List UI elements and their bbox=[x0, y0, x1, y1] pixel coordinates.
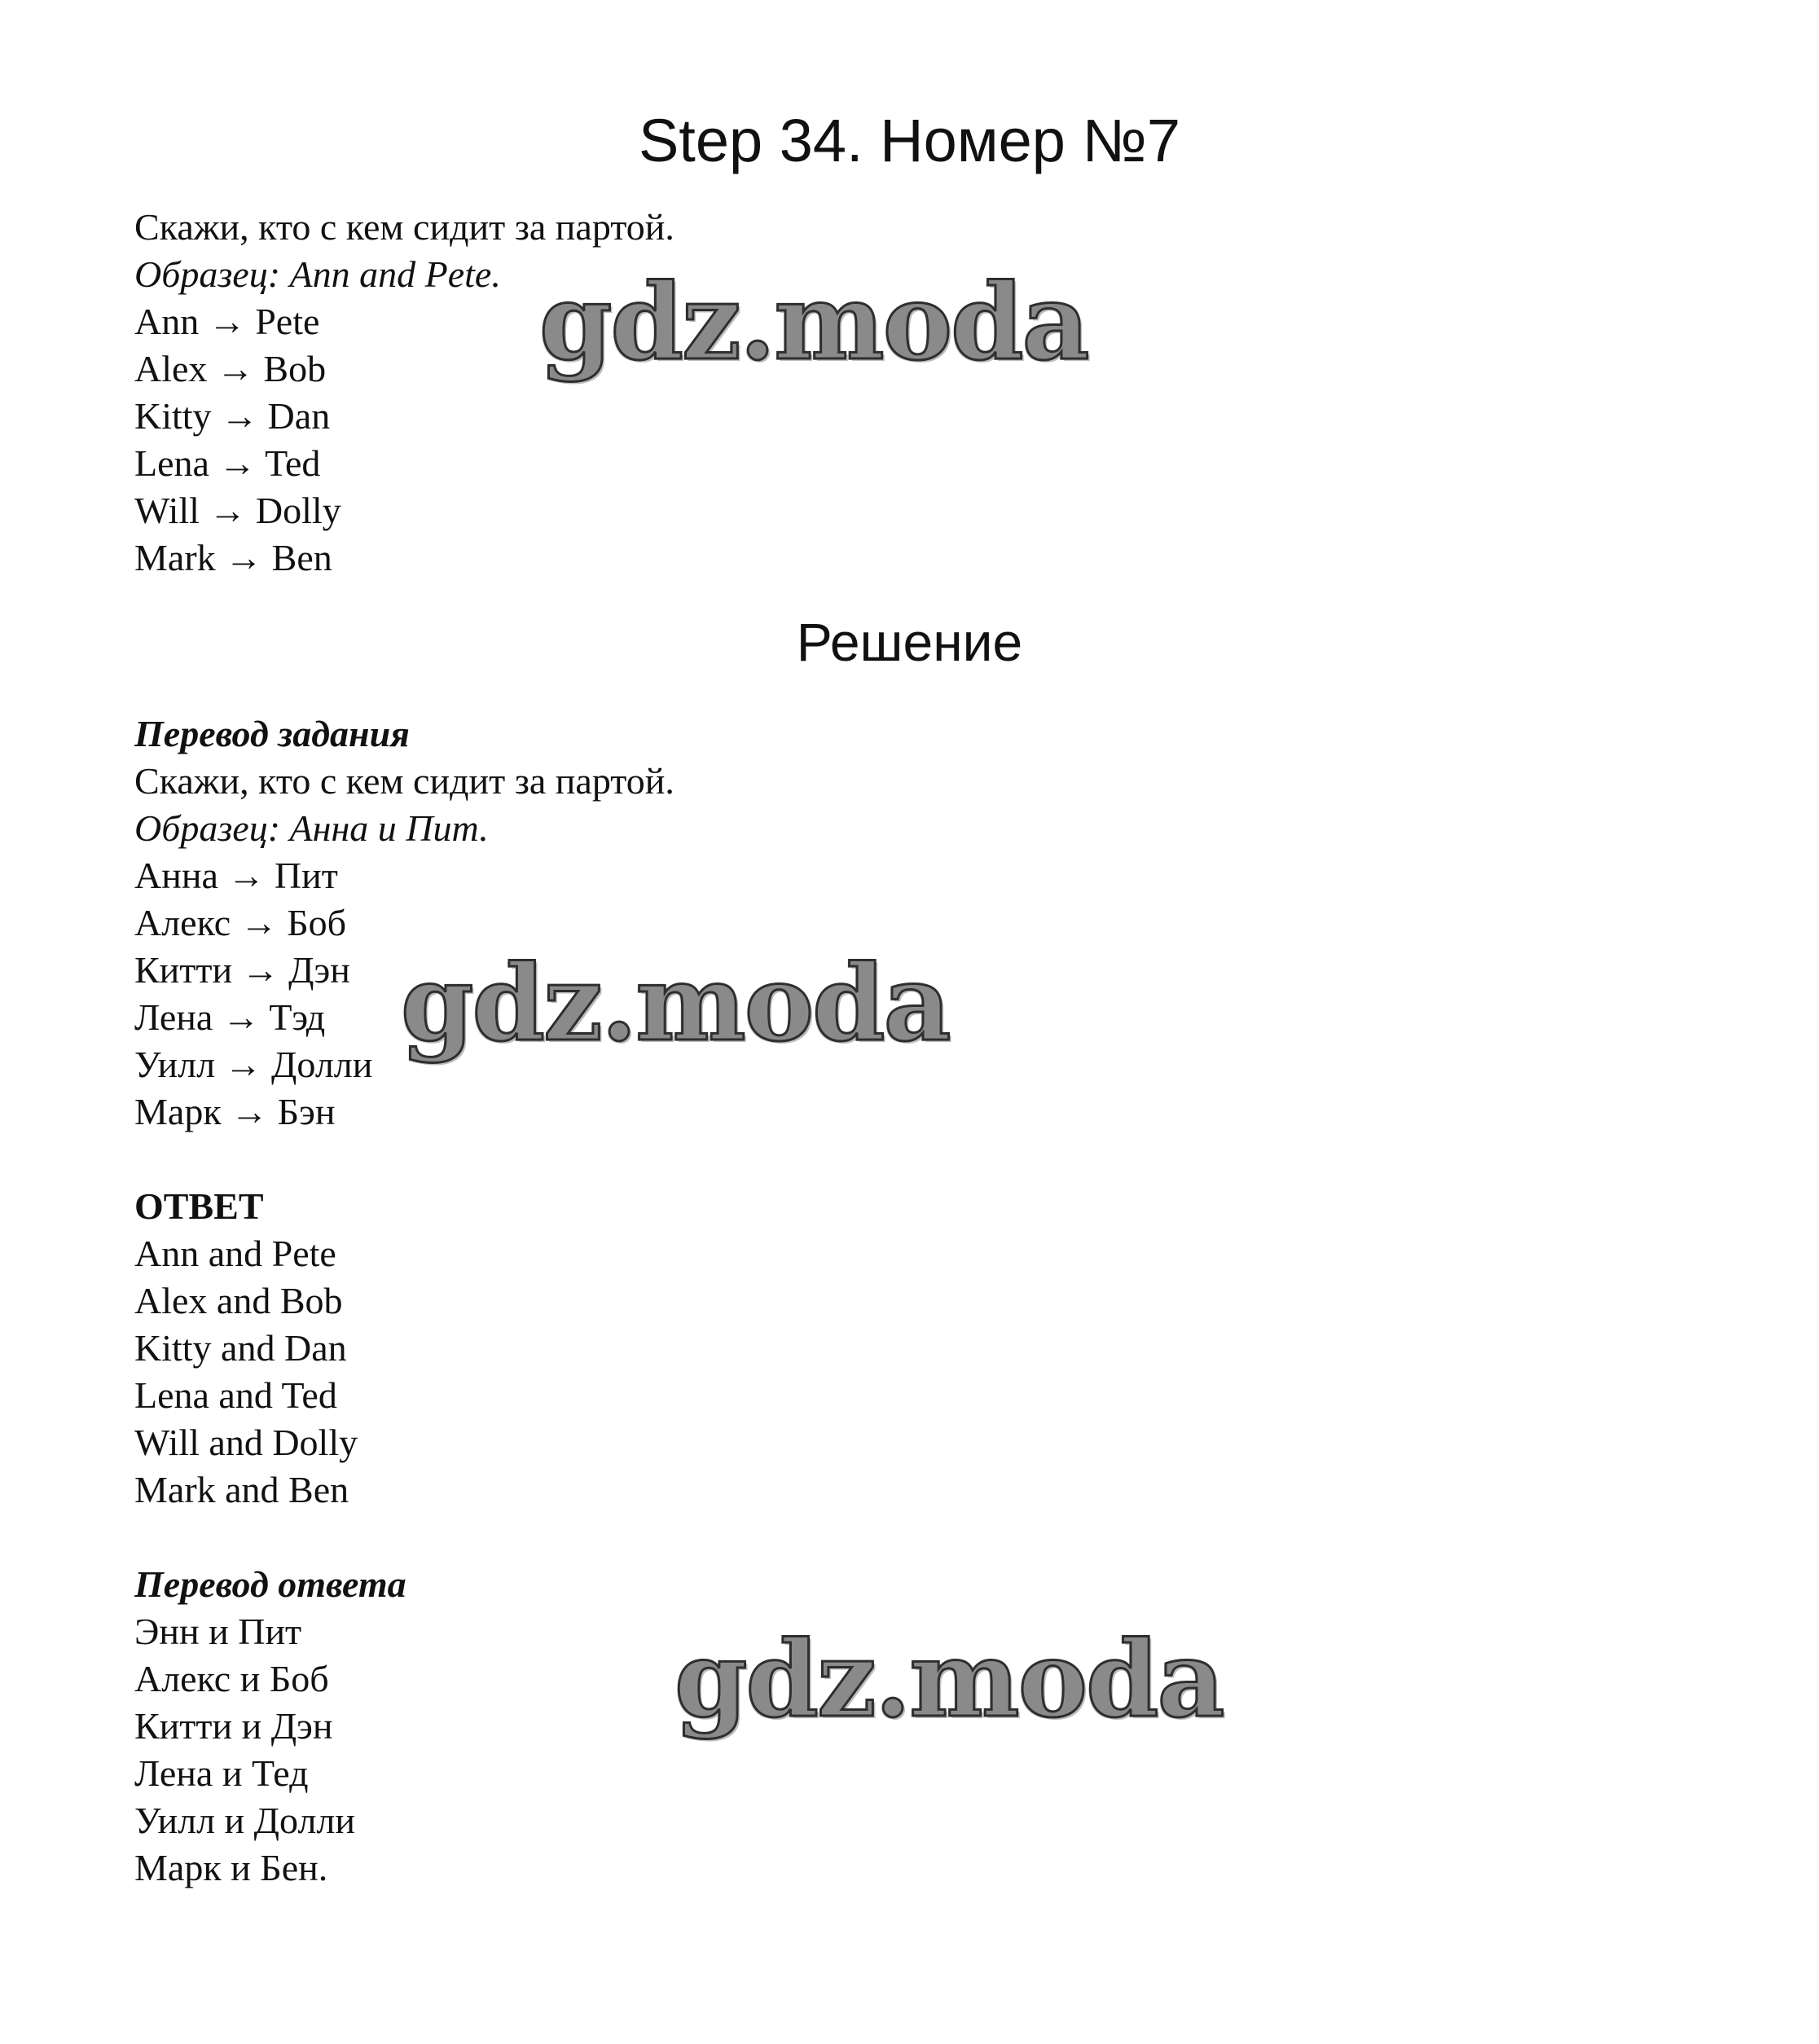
task-pair: Kitty → Dan bbox=[134, 395, 331, 437]
answer-heading: ОТВЕТ bbox=[134, 1185, 264, 1227]
task-block bbox=[134, 204, 674, 582]
answer-translation-heading: Перевод ответа bbox=[134, 1563, 406, 1605]
answer-line: Lena and Ted bbox=[134, 1374, 337, 1416]
page-title: Step 34. Номер №7 bbox=[638, 107, 1181, 174]
translation-pair: Алекс → Боб bbox=[134, 902, 347, 943]
translation-instruction: Скажи, кто с кем сидит за партой. bbox=[134, 760, 674, 802]
translation-pair: Уилл → Долли bbox=[134, 1044, 373, 1085]
answer-translation-line: Уилл и Долли bbox=[134, 1800, 355, 1841]
task-example: Образец: Ann and Pete. bbox=[134, 253, 501, 295]
task-pair: Alex → Bob bbox=[134, 348, 327, 389]
watermark: gdz.moda bbox=[539, 262, 1088, 384]
task-instruction: Скажи, кто с кем сидит за партой. bbox=[134, 206, 674, 248]
answer-line: Kitty and Dan bbox=[134, 1327, 347, 1369]
task-pair: Mark → Ben bbox=[134, 537, 332, 578]
watermark: gdz.moda bbox=[401, 943, 950, 1065]
answer-translation-block bbox=[134, 1561, 406, 1892]
solution-title: Решение bbox=[796, 612, 1023, 672]
answer-line: Will and Dolly bbox=[134, 1422, 358, 1463]
translation-heading: Перевод задания bbox=[134, 713, 410, 754]
answer-block bbox=[134, 1183, 358, 1514]
translation-pair: Анна → Пит bbox=[134, 855, 338, 896]
translation-block bbox=[134, 710, 674, 1136]
task-pair: Ann → Pete bbox=[134, 301, 320, 342]
answer-line: Mark and Ben bbox=[134, 1469, 349, 1510]
answer-translation-line: Марк и Бен. bbox=[134, 1847, 328, 1888]
answer-line: Ann and Pete bbox=[134, 1233, 336, 1274]
translation-pair: Китти → Дэн bbox=[134, 949, 350, 991]
answer-translation-line: Китти и Дэн bbox=[134, 1705, 333, 1747]
translation-pair: Лена → Тэд bbox=[134, 996, 326, 1038]
translation-example: Образец: Анна и Пит. bbox=[134, 807, 489, 849]
translation-pair: Марк → Бэн bbox=[134, 1091, 336, 1132]
answer-line: Alex and Bob bbox=[134, 1280, 343, 1321]
watermark: gdz.moda bbox=[674, 1619, 1224, 1741]
answer-translation-line: Алекс и Боб bbox=[134, 1658, 329, 1699]
answer-translation-line: Лена и Тед bbox=[134, 1752, 309, 1794]
answer-translation-line: Энн и Пит bbox=[134, 1611, 302, 1652]
task-pair: Lena → Ted bbox=[134, 442, 321, 484]
task-pair: Will → Dolly bbox=[134, 490, 341, 531]
